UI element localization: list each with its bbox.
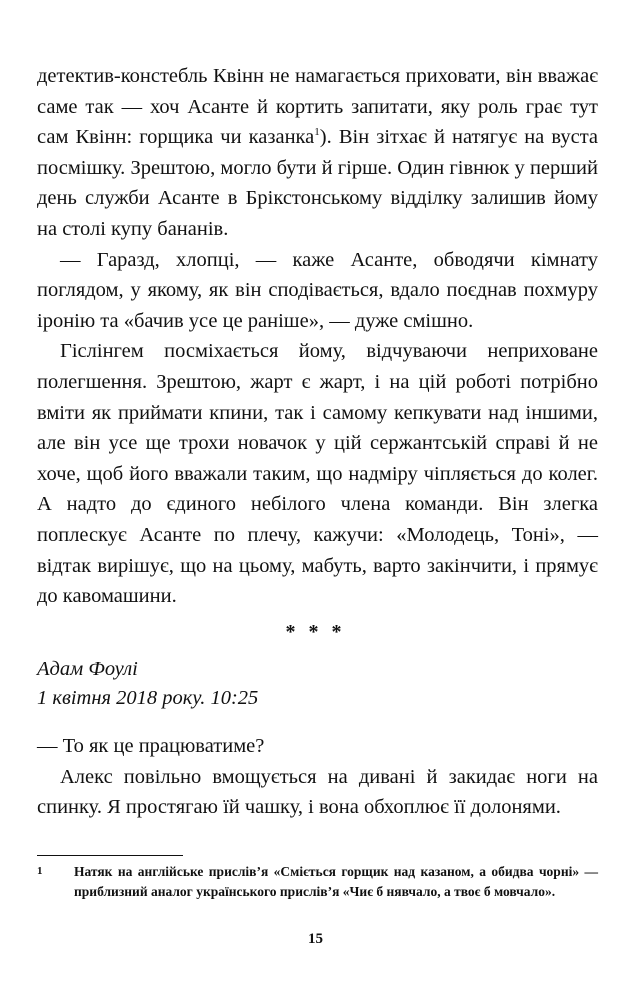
section-author: Адам Фоулі <box>37 658 138 680</box>
footnote-reference[interactable]: 1 <box>314 126 320 139</box>
section-datetime: 1 квітня 2018 року. 10:25 <box>37 687 259 709</box>
paragraph: — То як це працюватиме? <box>37 735 265 757</box>
page-number: 15 <box>308 931 323 947</box>
body-text-before-break <box>37 61 598 612</box>
paragraph-text: ). Він зітхає й натягує на вуста посмішку. Зрештою, могло бути й гірше. Один гівнюк у перший день служби Асанте в Брікстонському відділку залишив йому на столі купу бананів. <box>37 126 599 240</box>
paragraph <box>37 61 598 245</box>
footnote <box>37 862 598 901</box>
footnote-divider <box>37 855 183 856</box>
paragraph: — Гаразд, хлопці, — каже Асанте, обводячи кімнату поглядом, у якому, як він сподівається, вдало поєднав похмуру іронію та «бачив усе це раніше», — дуже смішно. <box>37 248 598 332</box>
paragraph: Гіслінгем посміхається йому, відчуваючи неприховане полегшення. Зрештою, жарт є жарт, і на цій роботі потрібно вміти як приймати кпини, так і самому кепкувати над іншими, але він усе ще трохи новачок у цій сержантській справі й не хоче, щоб його вважали таким, що надміру чіпляється до колег. А надто до єдиного небілого члена команди. Він злегка поплескує Асанте по плечу, кажучи: «Молодець, Тоні», — відтак вирішує, що на цьому, мабуть, варто закінчити, і прямує до кавомашини. <box>37 340 598 608</box>
footnote-text: Натяк на англійське прислів’я «Сміється горщик над казаном, а обидва чорні» — приблизний аналог українського прислів’я «Чиє б нявчало, а твоє б мовчало». <box>74 864 598 899</box>
section-break: * * * <box>285 621 346 643</box>
footnote-mark: 1 <box>37 865 43 877</box>
paragraph: Алекс повільно вмощується на дивані й закидає ноги на спинку. Я простягаю їй чашку, і вона обхоплює її долонями. <box>37 765 598 819</box>
paragraph-text: детектив-констебль Квінн не намагається приховати, він вважає саме так — хоч Асанте й кортить запитати, яку роль грає тут сам Квінн: горщика чи казанка <box>37 65 598 149</box>
body-text-after-break <box>37 731 598 823</box>
